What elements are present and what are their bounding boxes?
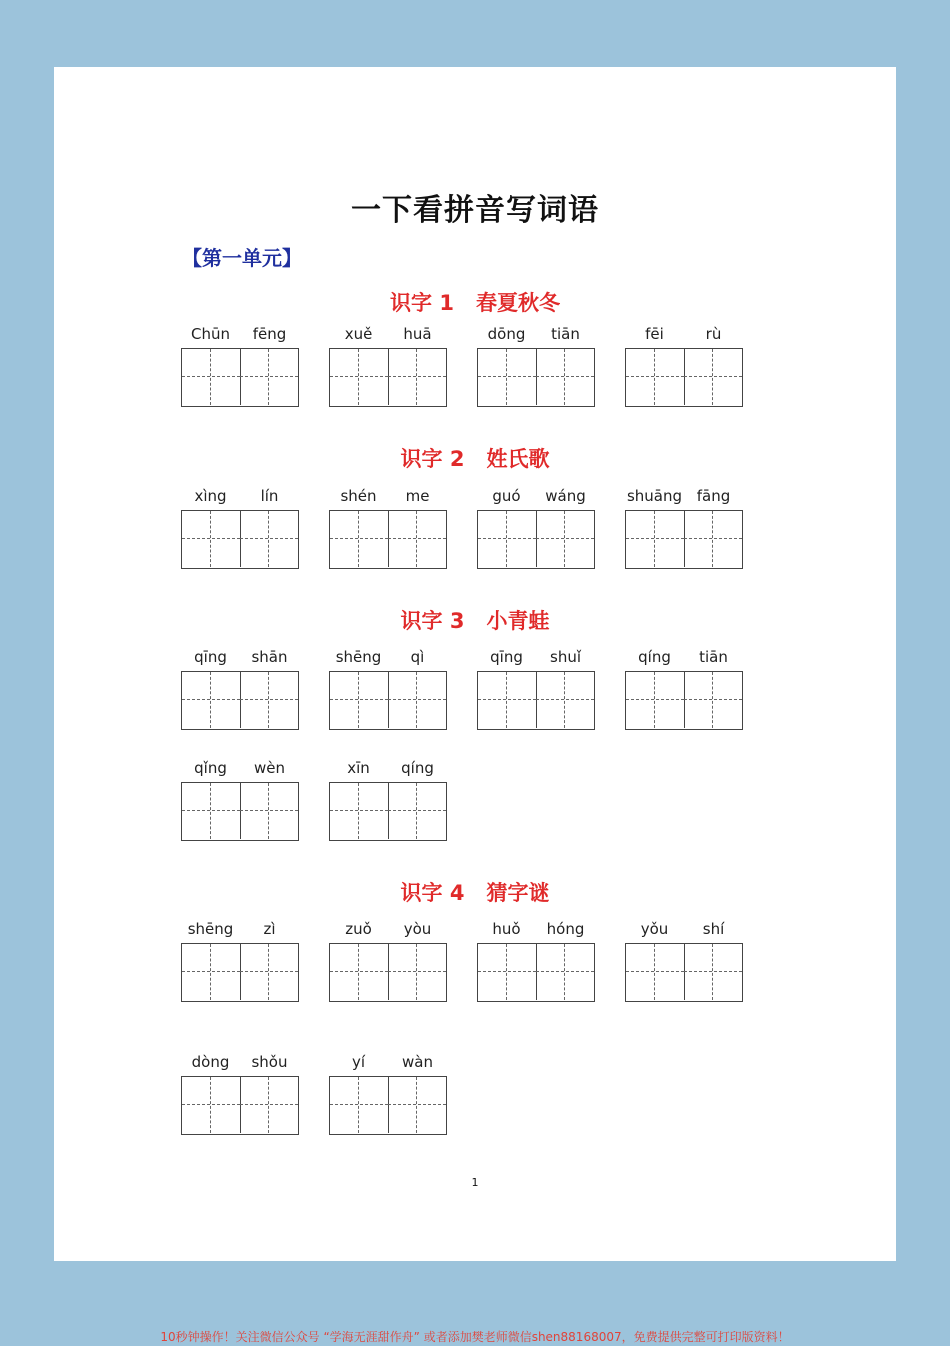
guide-line-vertical bbox=[268, 511, 269, 567]
guide-line-vertical bbox=[564, 944, 565, 1000]
tianzige-grid bbox=[181, 943, 299, 1002]
guide-line-vertical bbox=[358, 511, 359, 567]
guide-line-horizontal bbox=[240, 971, 298, 972]
word-box bbox=[181, 325, 299, 409]
writing-cell[interactable] bbox=[330, 672, 389, 728]
writing-cell[interactable] bbox=[330, 1077, 389, 1133]
pinyin-label: tiān bbox=[699, 648, 728, 666]
word-box bbox=[329, 325, 447, 409]
guide-line-horizontal bbox=[536, 699, 594, 700]
page-title: 一下看拼音写词语 bbox=[351, 193, 599, 228]
guide-line-horizontal bbox=[478, 376, 536, 377]
guide-line-horizontal bbox=[240, 538, 298, 539]
guide-line-horizontal bbox=[626, 699, 684, 700]
pinyin-label: qīng bbox=[490, 648, 523, 666]
writing-cell[interactable] bbox=[388, 349, 446, 405]
writing-cell[interactable] bbox=[388, 783, 446, 839]
pinyin-label: hóng bbox=[546, 920, 585, 938]
worksheet-page bbox=[54, 67, 896, 1261]
guide-line-vertical bbox=[358, 944, 359, 1000]
word-box bbox=[477, 648, 595, 732]
pinyin-label: rù bbox=[705, 325, 722, 343]
writing-cell[interactable] bbox=[330, 349, 389, 405]
guide-line-vertical bbox=[268, 1077, 269, 1133]
lesson-heading-4 bbox=[54, 877, 896, 907]
writing-cell[interactable] bbox=[182, 944, 241, 1000]
lesson-name: 小青蛙 bbox=[486, 609, 550, 633]
guide-line-vertical bbox=[654, 672, 655, 728]
word-box bbox=[329, 1053, 447, 1137]
guide-line-vertical bbox=[358, 672, 359, 728]
tianzige-grid bbox=[625, 943, 743, 1002]
pinyin-label: shǒu bbox=[251, 1053, 288, 1071]
page-number: 1 bbox=[471, 1176, 479, 1189]
pinyin-label: wàn bbox=[402, 1053, 433, 1071]
guide-line-vertical bbox=[654, 944, 655, 1000]
unit-label: 【第一单元】 bbox=[182, 246, 302, 270]
writing-cell[interactable] bbox=[536, 672, 594, 728]
guide-line-vertical bbox=[654, 511, 655, 567]
tianzige-grid bbox=[625, 510, 743, 569]
pinyin-label: yí bbox=[351, 1053, 366, 1071]
word-box bbox=[181, 759, 299, 843]
word-box bbox=[329, 487, 447, 571]
pinyin-label: shēng bbox=[335, 648, 382, 666]
word-box bbox=[625, 920, 743, 1004]
word-box bbox=[477, 325, 595, 409]
writing-cell[interactable] bbox=[330, 944, 389, 1000]
guide-line-horizontal bbox=[388, 1104, 446, 1105]
guide-line-vertical bbox=[564, 672, 565, 728]
promo-footer: 10秒钟操作！关注微信公众号 “学海无涯甜作舟” 或者添加樊老师微信shen88168007，免费提供完整可打印版资料！ bbox=[160, 1330, 790, 1344]
pinyin-label: qíng bbox=[638, 648, 671, 666]
pinyin-label: shí bbox=[702, 920, 725, 938]
writing-cell[interactable] bbox=[240, 511, 298, 567]
pinyin-label: tiān bbox=[551, 325, 580, 343]
guide-line-vertical bbox=[712, 349, 713, 405]
writing-cell[interactable] bbox=[684, 511, 742, 567]
lesson-heading-3 bbox=[54, 605, 896, 635]
pinyin-label: qíng bbox=[401, 759, 434, 777]
guide-line-vertical bbox=[210, 672, 211, 728]
pinyin-label: xīn bbox=[347, 759, 370, 777]
pinyin-label: huǒ bbox=[492, 920, 521, 938]
guide-line-horizontal bbox=[684, 699, 742, 700]
guide-line-vertical bbox=[416, 349, 417, 405]
pinyin-label: zì bbox=[263, 920, 276, 938]
guide-line-vertical bbox=[268, 349, 269, 405]
guide-line-horizontal bbox=[626, 376, 684, 377]
pinyin-label: shān bbox=[251, 648, 288, 666]
pinyin-label: shuǐ bbox=[550, 648, 581, 666]
guide-line-vertical bbox=[358, 349, 359, 405]
pinyin-label: lín bbox=[260, 487, 279, 505]
writing-cell[interactable] bbox=[536, 349, 594, 405]
guide-line-horizontal bbox=[684, 538, 742, 539]
writing-cell[interactable] bbox=[684, 672, 742, 728]
word-box bbox=[181, 487, 299, 571]
writing-cell[interactable] bbox=[240, 349, 298, 405]
guide-line-vertical bbox=[506, 672, 507, 728]
pinyin-label: qīng bbox=[194, 648, 227, 666]
tianzige-grid bbox=[181, 671, 299, 730]
guide-line-horizontal bbox=[388, 971, 446, 972]
writing-cell[interactable] bbox=[478, 349, 537, 405]
pinyin-label: qǐng bbox=[194, 759, 227, 777]
writing-cell[interactable] bbox=[240, 672, 298, 728]
guide-line-vertical bbox=[210, 349, 211, 405]
writing-cell[interactable] bbox=[478, 511, 537, 567]
writing-cell[interactable] bbox=[626, 511, 685, 567]
pinyin-label: xuě bbox=[344, 325, 373, 343]
word-box bbox=[329, 920, 447, 1004]
guide-line-vertical bbox=[210, 944, 211, 1000]
tianzige-grid bbox=[477, 348, 595, 407]
pinyin-label: wáng bbox=[545, 487, 586, 505]
guide-line-horizontal bbox=[684, 971, 742, 972]
pinyin-label: xìng bbox=[194, 487, 227, 505]
word-box bbox=[181, 648, 299, 732]
guide-line-horizontal bbox=[240, 810, 298, 811]
guide-line-horizontal bbox=[536, 376, 594, 377]
writing-cell[interactable] bbox=[626, 672, 685, 728]
lesson-number: 识字 3 bbox=[400, 609, 465, 633]
guide-line-vertical bbox=[210, 783, 211, 839]
pinyin-label: yòu bbox=[403, 920, 432, 938]
pinyin-label: yǒu bbox=[640, 920, 669, 938]
guide-line-horizontal bbox=[240, 699, 298, 700]
guide-line-horizontal bbox=[478, 538, 536, 539]
writing-cell[interactable] bbox=[240, 944, 298, 1000]
guide-line-vertical bbox=[210, 1077, 211, 1133]
guide-line-horizontal bbox=[330, 810, 388, 811]
tianzige-grid bbox=[477, 671, 595, 730]
guide-line-horizontal bbox=[182, 1104, 240, 1105]
guide-line-vertical bbox=[416, 511, 417, 567]
word-box bbox=[181, 920, 299, 1004]
writing-cell[interactable] bbox=[388, 672, 446, 728]
guide-line-vertical bbox=[416, 672, 417, 728]
writing-cell[interactable] bbox=[478, 672, 537, 728]
guide-line-horizontal bbox=[388, 699, 446, 700]
guide-line-vertical bbox=[506, 511, 507, 567]
lesson-heading-1 bbox=[54, 287, 896, 317]
guide-line-vertical bbox=[712, 511, 713, 567]
guide-line-horizontal bbox=[536, 971, 594, 972]
guide-line-horizontal bbox=[478, 971, 536, 972]
guide-line-horizontal bbox=[330, 1104, 388, 1105]
tianzige-grid bbox=[181, 782, 299, 841]
guide-line-horizontal bbox=[330, 376, 388, 377]
tianzige-grid bbox=[181, 1076, 299, 1135]
word-box bbox=[625, 648, 743, 732]
guide-line-horizontal bbox=[182, 971, 240, 972]
lesson-name: 姓氏歌 bbox=[486, 447, 550, 471]
guide-line-horizontal bbox=[182, 810, 240, 811]
pinyin-label: shēng bbox=[187, 920, 234, 938]
guide-line-horizontal bbox=[388, 538, 446, 539]
guide-line-vertical bbox=[654, 349, 655, 405]
lesson-name: 春夏秋冬 bbox=[475, 291, 560, 315]
guide-line-horizontal bbox=[626, 538, 684, 539]
writing-cell[interactable] bbox=[182, 511, 241, 567]
guide-line-horizontal bbox=[182, 699, 240, 700]
writing-cell[interactable] bbox=[388, 944, 446, 1000]
pinyin-label: wèn bbox=[253, 759, 285, 777]
guide-line-vertical bbox=[564, 349, 565, 405]
lesson-number: 识字 1 bbox=[390, 291, 454, 315]
writing-cell[interactable] bbox=[626, 944, 685, 1000]
guide-line-horizontal bbox=[182, 538, 240, 539]
guide-line-vertical bbox=[358, 783, 359, 839]
writing-cell[interactable] bbox=[330, 511, 389, 567]
writing-cell[interactable] bbox=[240, 1077, 298, 1133]
writing-cell[interactable] bbox=[182, 1077, 241, 1133]
pinyin-label: fēi bbox=[645, 325, 664, 343]
word-box bbox=[625, 487, 743, 571]
word-box bbox=[625, 325, 743, 409]
writing-cell[interactable] bbox=[388, 511, 446, 567]
tianzige-grid bbox=[329, 782, 447, 841]
word-box bbox=[181, 1053, 299, 1137]
lesson-number: 识字 4 bbox=[400, 881, 465, 905]
writing-cell[interactable] bbox=[536, 511, 594, 567]
writing-cell[interactable] bbox=[536, 944, 594, 1000]
guide-line-horizontal bbox=[240, 1104, 298, 1105]
pinyin-label: qì bbox=[410, 648, 425, 666]
word-box bbox=[329, 648, 447, 732]
writing-cell[interactable] bbox=[684, 944, 742, 1000]
pinyin-label: Chūn bbox=[191, 325, 230, 343]
guide-line-vertical bbox=[268, 783, 269, 839]
guide-line-horizontal bbox=[240, 376, 298, 377]
guide-line-horizontal bbox=[388, 376, 446, 377]
guide-line-vertical bbox=[268, 672, 269, 728]
guide-line-vertical bbox=[210, 511, 211, 567]
tianzige-grid bbox=[477, 510, 595, 569]
writing-cell[interactable] bbox=[240, 783, 298, 839]
guide-line-vertical bbox=[358, 1077, 359, 1133]
writing-cell[interactable] bbox=[182, 349, 241, 405]
guide-line-horizontal bbox=[330, 699, 388, 700]
tianzige-grid bbox=[181, 348, 299, 407]
pinyin-label: shén bbox=[340, 487, 377, 505]
tianzige-grid bbox=[329, 510, 447, 569]
guide-line-horizontal bbox=[684, 376, 742, 377]
pinyin-label: dòng bbox=[191, 1053, 230, 1071]
guide-line-horizontal bbox=[626, 971, 684, 972]
writing-cell[interactable] bbox=[182, 672, 241, 728]
pinyin-label: huā bbox=[403, 325, 432, 343]
pinyin-label: me bbox=[405, 487, 430, 505]
guide-line-horizontal bbox=[182, 376, 240, 377]
writing-cell[interactable] bbox=[330, 783, 389, 839]
guide-line-vertical bbox=[712, 672, 713, 728]
writing-cell[interactable] bbox=[388, 1077, 446, 1133]
tianzige-grid bbox=[329, 943, 447, 1002]
guide-line-vertical bbox=[712, 944, 713, 1000]
writing-cell[interactable] bbox=[684, 349, 742, 405]
guide-line-horizontal bbox=[330, 538, 388, 539]
word-box bbox=[329, 759, 447, 843]
pinyin-label: zuǒ bbox=[345, 920, 372, 938]
lesson-heading-2 bbox=[54, 443, 896, 473]
guide-line-vertical bbox=[416, 944, 417, 1000]
pinyin-label: fēng bbox=[252, 325, 287, 343]
pinyin-label: fāng bbox=[696, 487, 731, 505]
tianzige-grid bbox=[329, 671, 447, 730]
lesson-number: 识字 2 bbox=[400, 447, 465, 471]
guide-line-horizontal bbox=[330, 971, 388, 972]
guide-line-horizontal bbox=[388, 810, 446, 811]
tianzige-grid bbox=[181, 510, 299, 569]
guide-line-vertical bbox=[416, 1077, 417, 1133]
word-box bbox=[477, 487, 595, 571]
guide-line-horizontal bbox=[536, 538, 594, 539]
guide-line-vertical bbox=[268, 944, 269, 1000]
writing-cell[interactable] bbox=[478, 944, 537, 1000]
tianzige-grid bbox=[625, 348, 743, 407]
tianzige-grid bbox=[625, 671, 743, 730]
guide-line-horizontal bbox=[478, 699, 536, 700]
writing-cell[interactable] bbox=[182, 783, 241, 839]
writing-cell[interactable] bbox=[626, 349, 685, 405]
word-box bbox=[477, 920, 595, 1004]
pinyin-label: guó bbox=[492, 487, 521, 505]
guide-line-vertical bbox=[506, 944, 507, 1000]
tianzige-grid bbox=[329, 348, 447, 407]
tianzige-grid bbox=[477, 943, 595, 1002]
pinyin-label: dōng bbox=[487, 325, 526, 343]
guide-line-vertical bbox=[416, 783, 417, 839]
guide-line-vertical bbox=[564, 511, 565, 567]
lesson-name: 猜字谜 bbox=[486, 881, 550, 905]
guide-line-vertical bbox=[506, 349, 507, 405]
pinyin-label: shuāng bbox=[626, 487, 683, 505]
tianzige-grid bbox=[329, 1076, 447, 1135]
